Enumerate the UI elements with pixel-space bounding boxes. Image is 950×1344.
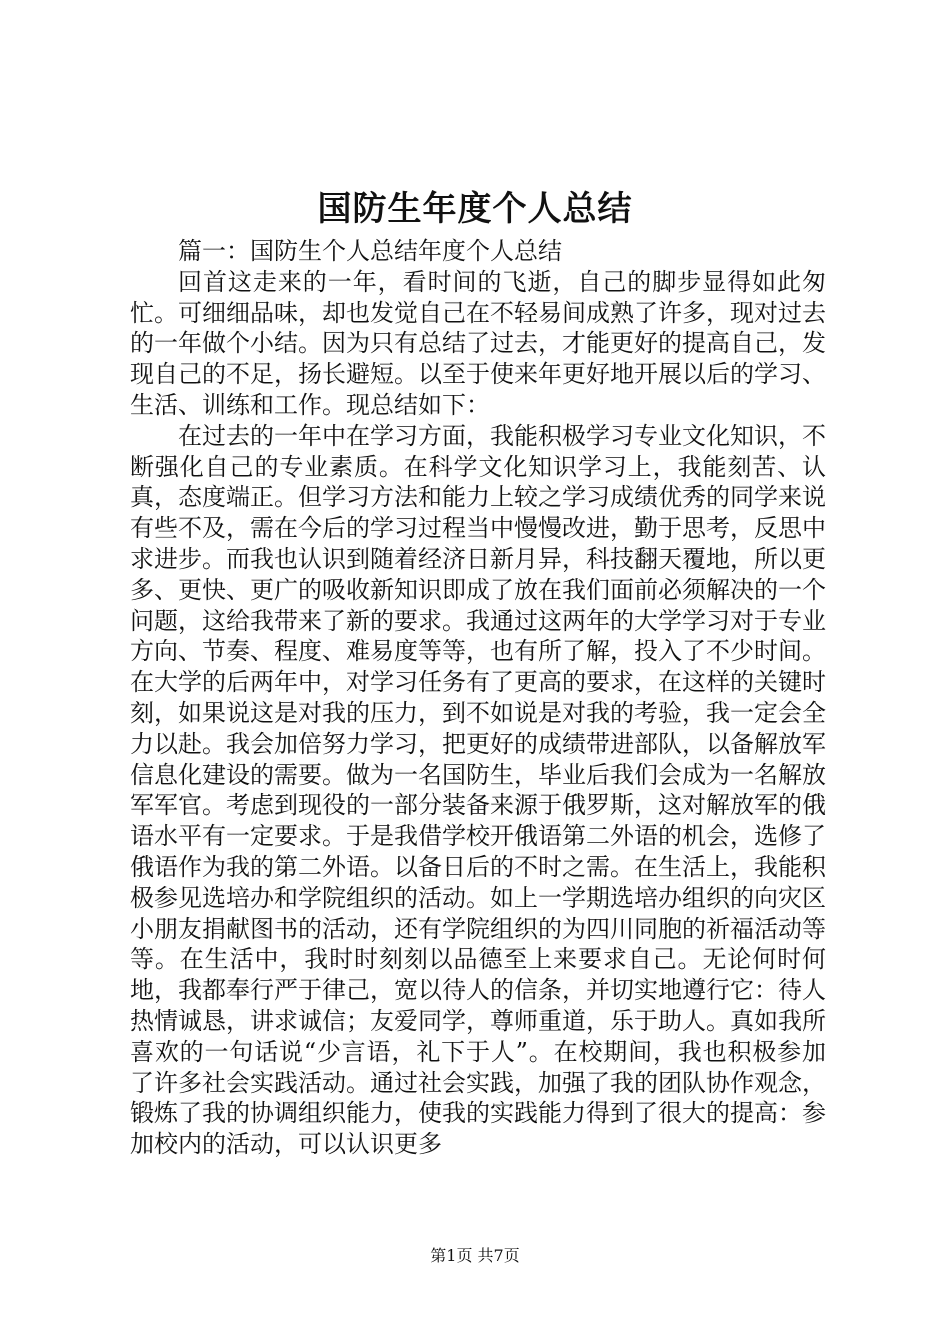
paragraph-study-life: 在过去的一年中在学习方面，我能积极学习专业文化知识，不断强化自己的专业素质。在科学文化知识学习上，我能刻苦、认真，态度端正。但学习方法和能力上较之学习成绩优秀的同学来说有些不及，需在今后的学习过程当中慢慢改进，勤于思考，反思中求进步。而我也认识到随着经济日新月异，科技翻天覆地，所以更多、更快、更广的吸收新知识即成了放在我们面前必须解决的一个问题，这给我带来了新的要求。我通过这两年的大学学习对于专业方向、节奏、程度、难易度等等，也有所了解，投入了不少时间。在大学的后两年中，对学习任务有了更高的要求，在这样的关键时刻，如果说这是对我的压力，到不如说是对我的考验，我一定会全力以赴。我会加倍努力学习，把更好的成绩带进部队，以备解放军信息化建设的需要。做为一名国防生，毕业后我们会成为一名解放军军官。考虑到现役的一部分装备来源于俄罗斯，这对解放军的俄语水平有一定要求。于是我借学校开俄语第二外语的机会，选修了俄语作为我的第二外语。以备日后的不时之需。在生活上，我能积极参见选培办和学院组织的活动。如上一学期选培办组织的向灾区小朋友捐献图书的活动，还有学院组织的为四川同胞的祈福活动等等。在生活中，我时时刻刻以品德至上来要求自己。无论何时何地，我都奉行严于律己，宽以待人的信条，并切实地遵行它：待人热情诚恳，讲求诚信；友爱同学，尊师重道，乐于助人。真如我所喜欢的一句话说“少言语，礼下于人”。在校期间，我也积极参加了许多社会实践活动。通过社会实践，加强了我的团队协作观念，锻炼了我的协调组织能力，使我的实践能力得到了很大的提高：参加校内的活动，可以认识更多 — [130, 421, 826, 1159]
page-footer: 第1页 共7页 — [430, 1246, 520, 1265]
paragraph-intro: 回首这走来的一年，看时间的飞逝，自己的脚步显得如此匆忙。可细细品味，却也发觉自己在不轻易间成熟了许多，现对过去的一年做个小结。因为只有总结了过去，才能更好的提高自己，发现自己的不足，扬长避短。以至于使来年更好地开展以后的学习、生活、训练和工作。现总结如下： — [130, 267, 826, 419]
document-title: 国防生年度个人总结 — [317, 189, 633, 229]
section-heading: 篇一：国防生个人总结年度个人总结 — [178, 237, 562, 265]
document-body — [130, 236, 826, 1160]
